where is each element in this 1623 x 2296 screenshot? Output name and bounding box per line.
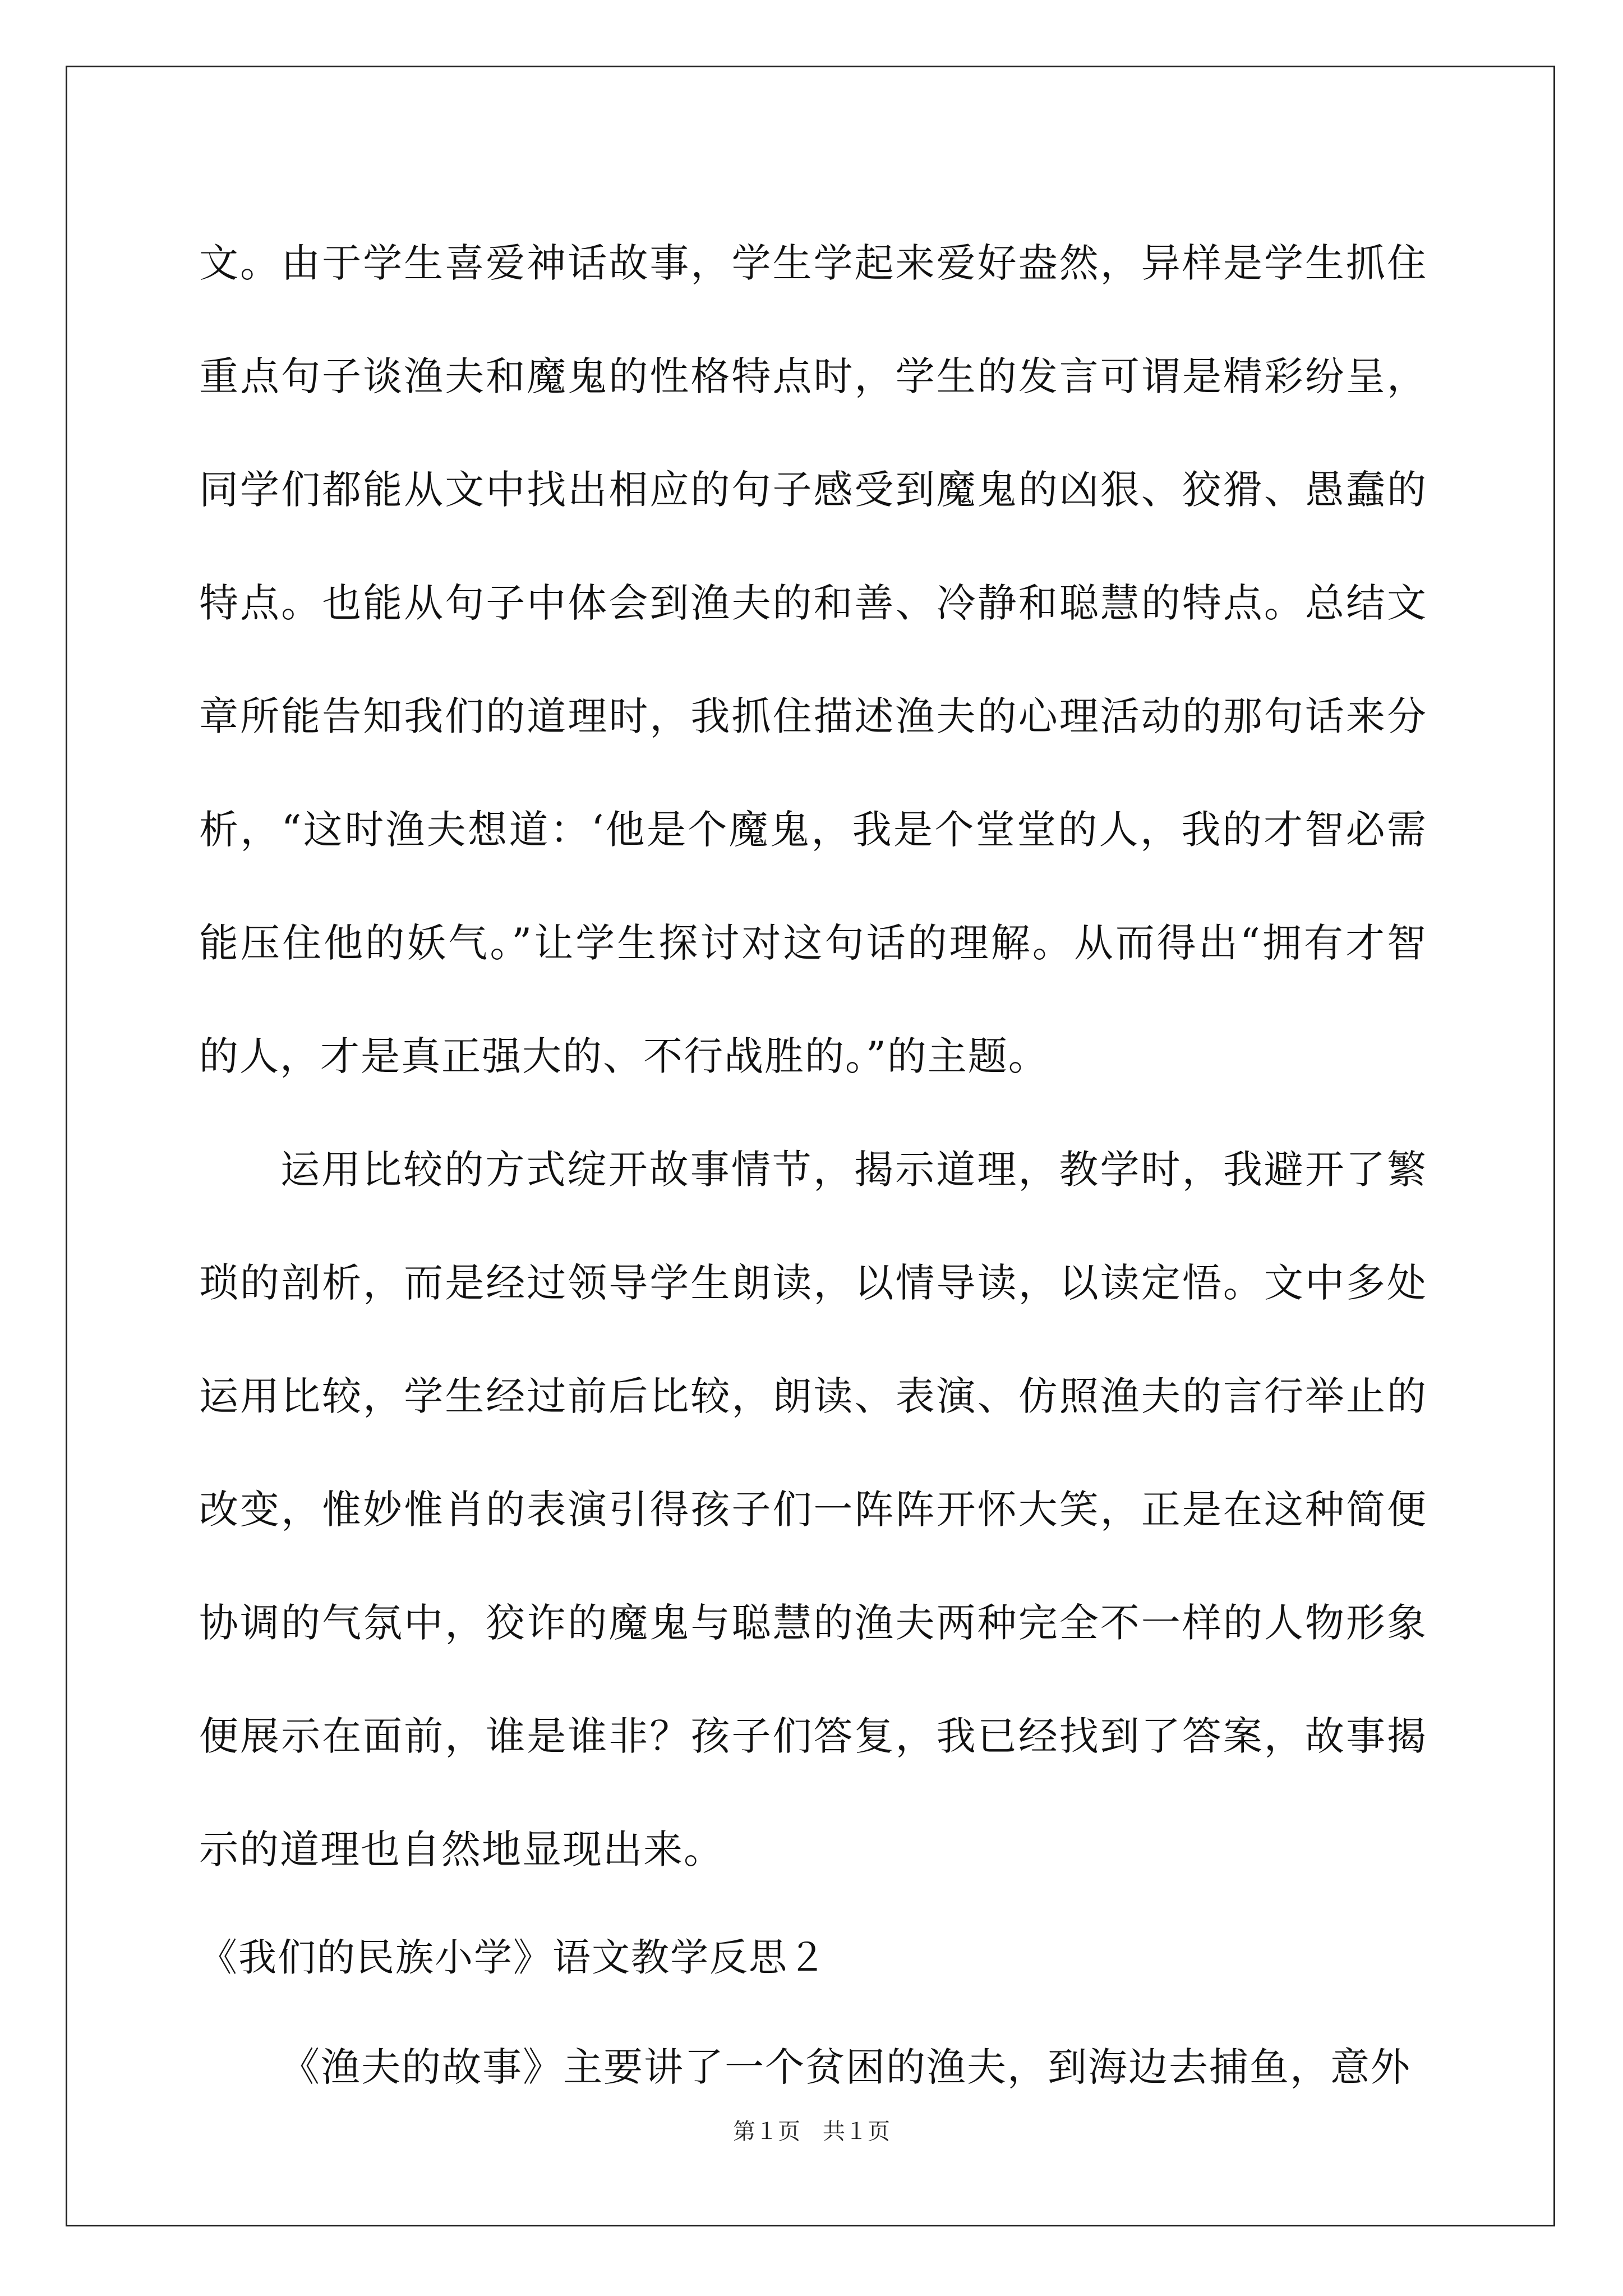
paragraph-3: 《渔夫的故事》主要讲了一个贫困的渔夫，到海边去捕鱼，意外 — [280, 2044, 1411, 2090]
document-body — [199, 206, 1427, 2124]
section-heading: 《我们的民族小学》语文教学反思２ — [199, 1936, 828, 1980]
paragraph-1: 文。由于学生喜爱神话故事，学生学起来爱好盎然，异样是学生抓住重点句子谈渔夫和魔鬼的性格特点时，学生的发言可谓是精彩纷呈，同学们都能从文中找出相应的句子感受到魔鬼的凶狠、狡猾、愚蠢的特点。也能从句子中体会到渔夫的和善、冷静和聪慧的特点。总结文章所能告知我们的道理时，我抓住描述渔夫的心理活动的那句话来分析，“这时渔夫想道：‘他是个魔鬼，我是个堂堂的人，我的才智必需能压住他的妖气。”让学生探讨对这句话的理解。从而得出“拥有才智的人，才是真正强大的、不行战胜的。”的主题。 — [199, 240, 1427, 1079]
paragraph-2: 运用比较的方式绽开故事情节，揭示道理，教学时，我避开了繁琐的剖析，而是经过领导学生朗读，以情导读，以读定悟。文中多处运用比较，学生经过前后比较，朗读、表演、仿照渔夫的言行举止的改变，惟妙惟肖的表演引得孩子们一阵阵开怀大笑，正是在这种简便协调的气氛中，狡诈的魔鬼与聪慧的渔夫两种完全不一样的人物形象便展示在面前，谁是谁非？孩子们答复，我已经找到了答案，故事揭示的道理也自然地显现出来。 — [199, 1147, 1427, 1872]
page-footer: 第１页 共１页 — [733, 2119, 890, 2145]
